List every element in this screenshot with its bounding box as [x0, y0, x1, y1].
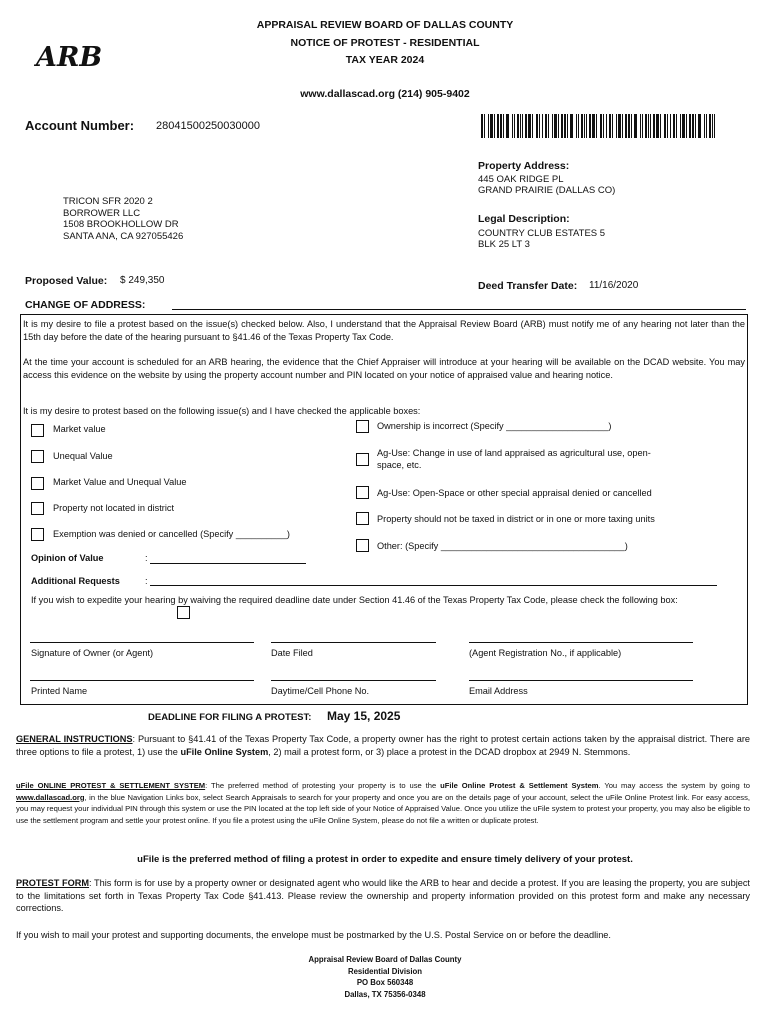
barcode-bar	[503, 114, 504, 138]
barcode-bar	[570, 114, 573, 138]
opinion-of-value-field[interactable]	[150, 563, 306, 564]
option-unequal-value: Unequal Value	[53, 451, 113, 461]
proposed-value: $ 249,350	[120, 275, 165, 286]
protest-form-label: PROTEST FORM	[16, 878, 90, 888]
mailing-line3: PO Box 560348	[356, 978, 414, 987]
barcode-bar	[532, 114, 533, 138]
checkbox-exemption-denied[interactable]	[31, 528, 44, 541]
legal-description-label: Legal Description:	[478, 213, 570, 225]
general-instructions-text-a: : Pursuant to §41.41 of the Texas Property Tax Code, a property owner has the right to protest certain actions taken by the appraisal district. There are three options to file a protest, 1) use the	[16, 734, 750, 757]
barcode-bar	[497, 114, 499, 138]
owner-line4: SANTA ANA, CA 927055426	[63, 230, 184, 242]
ufile-preferred-note: uFile is the preferred method of filing a protest in order to expedite and ensure timely delivery of your protest.	[137, 854, 633, 865]
additional-requests-field[interactable]	[150, 585, 717, 586]
option-ownership-incorrect: Ownership is incorrect (Specify ____________________)	[377, 421, 612, 431]
barcode-bar	[589, 114, 591, 138]
checkbox-not-in-district[interactable]	[31, 502, 44, 515]
proposed-value-label: Proposed Value:	[25, 275, 108, 287]
barcode-bar	[488, 114, 489, 138]
option-not-taxed: Property should not be taxed in district or in one or more taxing units	[377, 514, 655, 524]
barcode-bar	[625, 114, 627, 138]
ufile-system-name: uFile Online Protest & Settlement System	[440, 781, 599, 790]
barcode-bar	[600, 114, 602, 138]
legal-description-line1: COUNTRY CLUB ESTATES 5	[478, 228, 606, 239]
date-filed-label: Date Filed	[271, 648, 313, 658]
barcode-bar	[642, 114, 643, 138]
dallascad-link[interactable]: www.dallascad.org	[16, 792, 85, 802]
owner-address	[63, 196, 183, 242]
mailing-line4: Dallas, TX 75356-0348	[344, 989, 426, 999]
barcode-bar	[660, 114, 661, 138]
ufile-online-system: uFile Online System	[180, 746, 269, 757]
property-address-label: Property Address:	[478, 160, 570, 172]
barcode-bar	[682, 114, 685, 138]
barcode-bar	[558, 114, 559, 138]
checkbox-expedite[interactable]	[177, 606, 190, 619]
issues-instruction: It is my desire to protest based on the following issue(s) and I have checked the applicable boxes:	[23, 406, 421, 416]
opinion-colon: :	[145, 553, 148, 563]
phone-line[interactable]	[271, 680, 436, 681]
barcode-bar	[520, 114, 521, 138]
additional-colon: :	[145, 576, 148, 586]
barcode-bar	[680, 114, 681, 138]
evidence-paragraph: At the time your account is scheduled for an ARB hearing, the evidence that the Chief Appraiser will introduce at your hearing will be available on the DCAD website. You may access this evidence on the website by using the property account number and PIN located on your notice of appraised value and hearing notice.	[23, 357, 745, 380]
agent-registration-line[interactable]	[469, 642, 693, 643]
legal-description-line2: BLK 25 LT 3	[478, 239, 530, 250]
barcode-bar	[578, 114, 579, 138]
barcode-bar	[576, 114, 577, 138]
option-not-in-district: Property not located in district	[53, 503, 175, 513]
option-market-and-unequal: Market Value and Unequal Value	[53, 477, 187, 487]
signature-label: Signature of Owner (or Agent)	[31, 648, 154, 658]
arb-logo-text: ARB	[36, 42, 103, 73]
barcode-bar	[692, 114, 694, 138]
agent-registration-label: (Agent Registration No., if applicable)	[469, 648, 622, 658]
checkbox-ownership-incorrect[interactable]	[356, 420, 369, 433]
ufile-instructions	[16, 780, 750, 826]
arb-logo	[34, 38, 103, 73]
barcode-bar	[664, 114, 666, 138]
owner-line2: BORROWER LLC	[63, 207, 141, 219]
barcode-bar	[484, 114, 485, 138]
date-filed-line[interactable]	[271, 642, 436, 643]
barcode-bar	[539, 114, 540, 138]
barcode-bar	[704, 114, 705, 138]
barcode-bar	[581, 114, 583, 138]
protest-form-instructions	[16, 877, 750, 915]
barcode-bar	[673, 114, 675, 138]
printed-name-line[interactable]	[30, 680, 254, 681]
owner-line1: TRICON SFR 2020 2	[63, 196, 153, 207]
barcode-bar	[596, 114, 597, 138]
mailing-line2: Residential Division	[347, 966, 423, 976]
barcode-bar	[634, 114, 637, 138]
barcode-bar	[606, 114, 607, 138]
checkbox-other[interactable]	[356, 539, 369, 552]
checkbox-ag-use-open-space[interactable]	[356, 486, 369, 499]
additional-requests-label: Additional Requests	[31, 576, 120, 586]
owner-line3: 1508 BROOKHOLLOW DR	[63, 219, 179, 230]
deadline-date: May 15, 2025	[327, 709, 401, 723]
barcode-bar	[609, 114, 611, 138]
property-address-line2: GRAND PRAIRIE (DALLAS CO)	[478, 185, 616, 196]
barcode-bar	[517, 114, 519, 138]
ufile-text-d: , in the blue Navigation Links box, select Search Appraisals to search for your property and once you are on the details page of your account, select the uFile Online Protest link. For easy access, you may request your individual PIN through this system or use the PIN located at the top left side of your Notice of Appraised Value. Once you utilize the uFile system to protest your property, you may also be eligible to use the settlement program and settle your protest online. If you file a protest using the uFile Online System, please do not file a written or duplicate protest.	[16, 792, 750, 825]
protest-form-text: : This form is for use by a property owner or designated agent who would like the ARB to hear and decide a protest. If you are leasing the property, you are subject to the limitations set forth in Texas Property Tax Code §41.413. Please review the ownership and property information provided on this protest form and make any necessary corrections.	[16, 878, 750, 913]
header-tax-year: TAX YEAR 2024	[345, 54, 425, 66]
barcode-bar	[512, 114, 513, 138]
barcode-bar	[494, 114, 495, 138]
barcode-bar	[653, 114, 655, 138]
change-of-address-label: CHANGE OF ADDRESS:	[25, 299, 146, 311]
barcode-bar	[612, 114, 613, 138]
deadline-label: DEADLINE FOR FILING A PROTEST:	[148, 712, 312, 723]
barcode-bar	[667, 114, 668, 138]
barcode-bar	[709, 114, 711, 138]
checkbox-not-taxed[interactable]	[356, 512, 369, 525]
barcode-bar	[670, 114, 671, 138]
printed-name-label: Printed Name	[31, 686, 88, 696]
barcode-bar	[548, 114, 549, 138]
barcode-bar	[640, 114, 641, 138]
barcode-bar	[648, 114, 649, 138]
general-instructions-label: GENERAL INSTRUCTIONS	[16, 734, 133, 744]
barcode-bar	[514, 114, 515, 138]
barcode-bar	[714, 114, 715, 138]
barcode-bar	[561, 114, 563, 138]
checkbox-ag-use-change[interactable]	[356, 453, 369, 466]
header-board-name: APPRAISAL REVIEW BOARD OF DALLAS COUNTY	[256, 19, 514, 31]
barcode-bar	[564, 114, 566, 138]
barcode-bar	[656, 114, 659, 138]
barcode-bar	[554, 114, 557, 138]
barcode-bar	[622, 114, 623, 138]
barcode-bar	[676, 114, 677, 138]
checkbox-market-and-unequal[interactable]	[31, 477, 44, 490]
barcode-bar	[631, 114, 632, 138]
general-instructions-text-c: , 2) mail a protest form, or 3) place a protest in the DCAD dropbox at 2949 N. Stemmons.	[268, 746, 631, 757]
ufile-label: uFile ONLINE PROTEST & SETTLEMENT SYSTEM	[16, 781, 206, 790]
barcode-bar	[490, 114, 493, 138]
option-ag-use-change: Ag-Use: Change in use of land appraised as agricultural use, open-space, etc.	[377, 448, 651, 470]
barcode-bar	[650, 114, 651, 138]
barcode-bar	[536, 114, 538, 138]
barcode-bar	[567, 114, 568, 138]
barcode-bar	[528, 114, 531, 138]
barcode-bar	[628, 114, 630, 138]
barcode-bar	[618, 114, 621, 138]
header-contact: www.dallascad.org (214) 905-9402	[300, 88, 470, 100]
barcode-bar	[545, 114, 547, 138]
barcode-bar	[500, 114, 502, 138]
barcode-bar	[542, 114, 543, 138]
option-exemption-denied: Exemption was denied or cancelled (Specify __________)	[53, 529, 290, 539]
option-market-value: Market value	[53, 424, 106, 434]
checkbox-unequal-value[interactable]	[31, 450, 44, 463]
barcode	[481, 114, 719, 138]
ufile-text-c: . You may access the system by going to	[598, 781, 751, 790]
barcode-bar	[481, 114, 483, 138]
barcode-bar	[712, 114, 713, 138]
barcode-bar	[695, 114, 696, 138]
barcode-bar	[686, 114, 687, 138]
barcode-bar	[698, 114, 701, 138]
barcode-bar	[522, 114, 523, 138]
account-number-label: Account Number:	[25, 118, 135, 133]
mail-instructions: If you wish to mail your protest and supporting documents, the envelope must be postmarked by the U.S. Postal Service on or before the deadline.	[16, 930, 611, 940]
email-label: Email Address	[469, 686, 528, 696]
signature-line[interactable]	[30, 642, 254, 643]
protest-intro-paragraph: It is my desire to file a protest based on the issue(s) checked below. Also, I understand that the Appraisal Review Board (ARB) must notify me of any hearing not later than the 15th day before the date of the hearing pursuant to §41.46 of the Texas Property Tax Code.	[23, 319, 745, 342]
barcode-bar	[616, 114, 617, 138]
deed-transfer-label: Deed Transfer Date:	[478, 280, 578, 292]
barcode-bar	[525, 114, 527, 138]
general-instructions	[16, 733, 750, 758]
deed-transfer-date: 11/16/2020	[589, 280, 639, 291]
barcode-bar	[689, 114, 691, 138]
mailing-line1: Appraisal Review Board of Dallas County	[308, 955, 462, 964]
phone-label: Daytime/Cell Phone No.	[271, 686, 370, 696]
account-number-value: 28041500250030000	[156, 120, 261, 132]
barcode-bar	[584, 114, 585, 138]
barcode-bar	[552, 114, 553, 138]
checkbox-market-value[interactable]	[31, 424, 44, 437]
change-of-address-line[interactable]	[172, 309, 746, 310]
barcode-bar	[603, 114, 604, 138]
opinion-of-value-label: Opinion of Value	[31, 553, 104, 563]
property-address-line1: 445 OAK RIDGE PL	[478, 174, 564, 185]
option-other: Other: (Specify ____________________________________)	[377, 541, 628, 551]
barcode-bar	[592, 114, 595, 138]
barcode-bar	[586, 114, 587, 138]
barcode-bar	[706, 114, 707, 138]
mailing-address	[0, 954, 770, 1000]
barcode-bar	[645, 114, 647, 138]
expedite-paragraph: If you wish to expedite your hearing by waiving the required deadline date under Section 41.46 of the Texas Property Tax Code, please check the following box:	[31, 595, 678, 605]
option-ag-use-open-space: Ag-Use: Open-Space or other special appraisal denied or cancelled	[377, 488, 652, 498]
email-line[interactable]	[469, 680, 693, 681]
ufile-text-a: : The preferred method of protesting your property is to use the	[205, 781, 441, 790]
barcode-bar	[506, 114, 509, 138]
header-notice-title: NOTICE OF PROTEST - RESIDENTIAL	[290, 37, 480, 49]
